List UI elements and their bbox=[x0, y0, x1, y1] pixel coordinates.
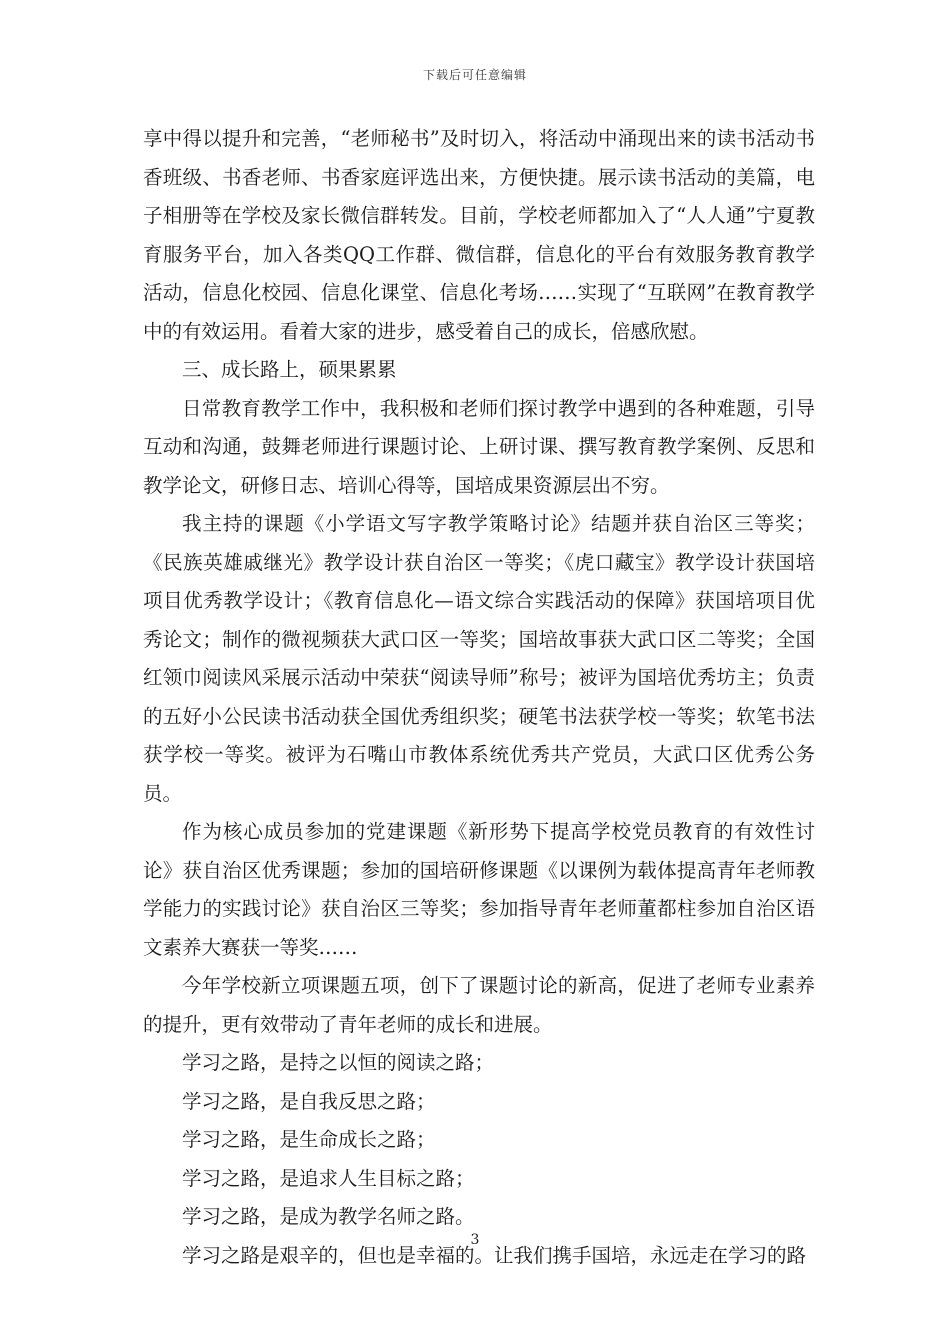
section-heading-3: 三、成长路上，硕果累累 bbox=[182, 358, 397, 381]
learning-path-line-3: 学习之路，是生命成长之路； bbox=[182, 1128, 436, 1151]
paragraph-5: 今年学校新立项课题五项，创下了课题讨论的新高，促进了老师专业素养的提升，更有效带动了青年老师的成长和进展。 bbox=[143, 974, 815, 1036]
document-body bbox=[143, 120, 815, 1275]
paragraph-4: 作为核心成员参加的党建课题《新形势下提高学校党员教育的有效性讨论》获自治区优秀课题；参加的国培研修课题《以课例为载体提高青年老师教学能力的实践讨论》获自治区三等奖；参加指导青年老师董都柱参加自治区语文素养大赛获一等奖…… bbox=[143, 820, 815, 959]
learning-path-line-1: 学习之路，是持之以恒的阅读之路； bbox=[182, 1051, 495, 1074]
paragraph-2: 日常教育教学工作中，我积极和老师们探讨教学中遇到的各种难题，引导互动和沟通，鼓舞老师进行课题讨论、上研讨课、撰写教育教学案例、反思和教学论文，研修日志、培训心得等，国培成果资源层出不穷。 bbox=[143, 396, 815, 497]
page-number: 3 bbox=[470, 1232, 480, 1248]
learning-path-line-5: 学习之路，是成为教学名师之路。 bbox=[182, 1205, 475, 1228]
learning-path-line-2: 学习之路，是自我反思之路； bbox=[182, 1089, 436, 1113]
download-note-header: 下载后可任意编辑 bbox=[422, 68, 527, 82]
closing-paragraph: 学习之路是艰辛的，但也是幸福的。让我们携手国培，永远走在学习的路 bbox=[182, 1243, 807, 1267]
paragraph-3: 我主持的课题《小学语文写字教学策略讨论》结题并获自治区三等奖；《民族英雄戚继光》教学设计获自治区一等奖；《虎口藏宝》教学设计获国培项目优秀教学设计；《教育信息化—语文综合实践活动的保障》获国培项目优秀论文；制作的微视频获大武口区一等奖；国培故事获大武口区二等奖；全国红领巾阅读风采展示活动中荣获“阅读导师”称号；被评为国培优秀坊主；负责的五好小公民读书活动获全国优秀组织奖；硬笔书法获学校一等奖；软笔书法获学校一等奖。被评为石嘴山市教体系统优秀共产党员，大武口区优秀公务员。 bbox=[143, 512, 815, 805]
learning-path-line-4: 学习之路，是追求人生目标之路； bbox=[182, 1166, 475, 1190]
paragraph-1: 享中得以提升和完善，“老师秘书”及时切入，将活动中涌现出来的读书活动书香班级、书香老师、书香家庭评选出来，方便快捷。展示读书活动的美篇，电子相册等在学校及家长微信群转发。目前，学校老师都加入了“人人通”宁夏教育服务平台，加入各类QQ工作群、微信群，信息化的平台有效服务教育教学活动，信息化校园、信息化课堂、信息化考场……实现了“互联网”在教育教学中的有效运用。看着大家的进步，感受着自己的成长，倍感欣慰。 bbox=[143, 127, 815, 343]
